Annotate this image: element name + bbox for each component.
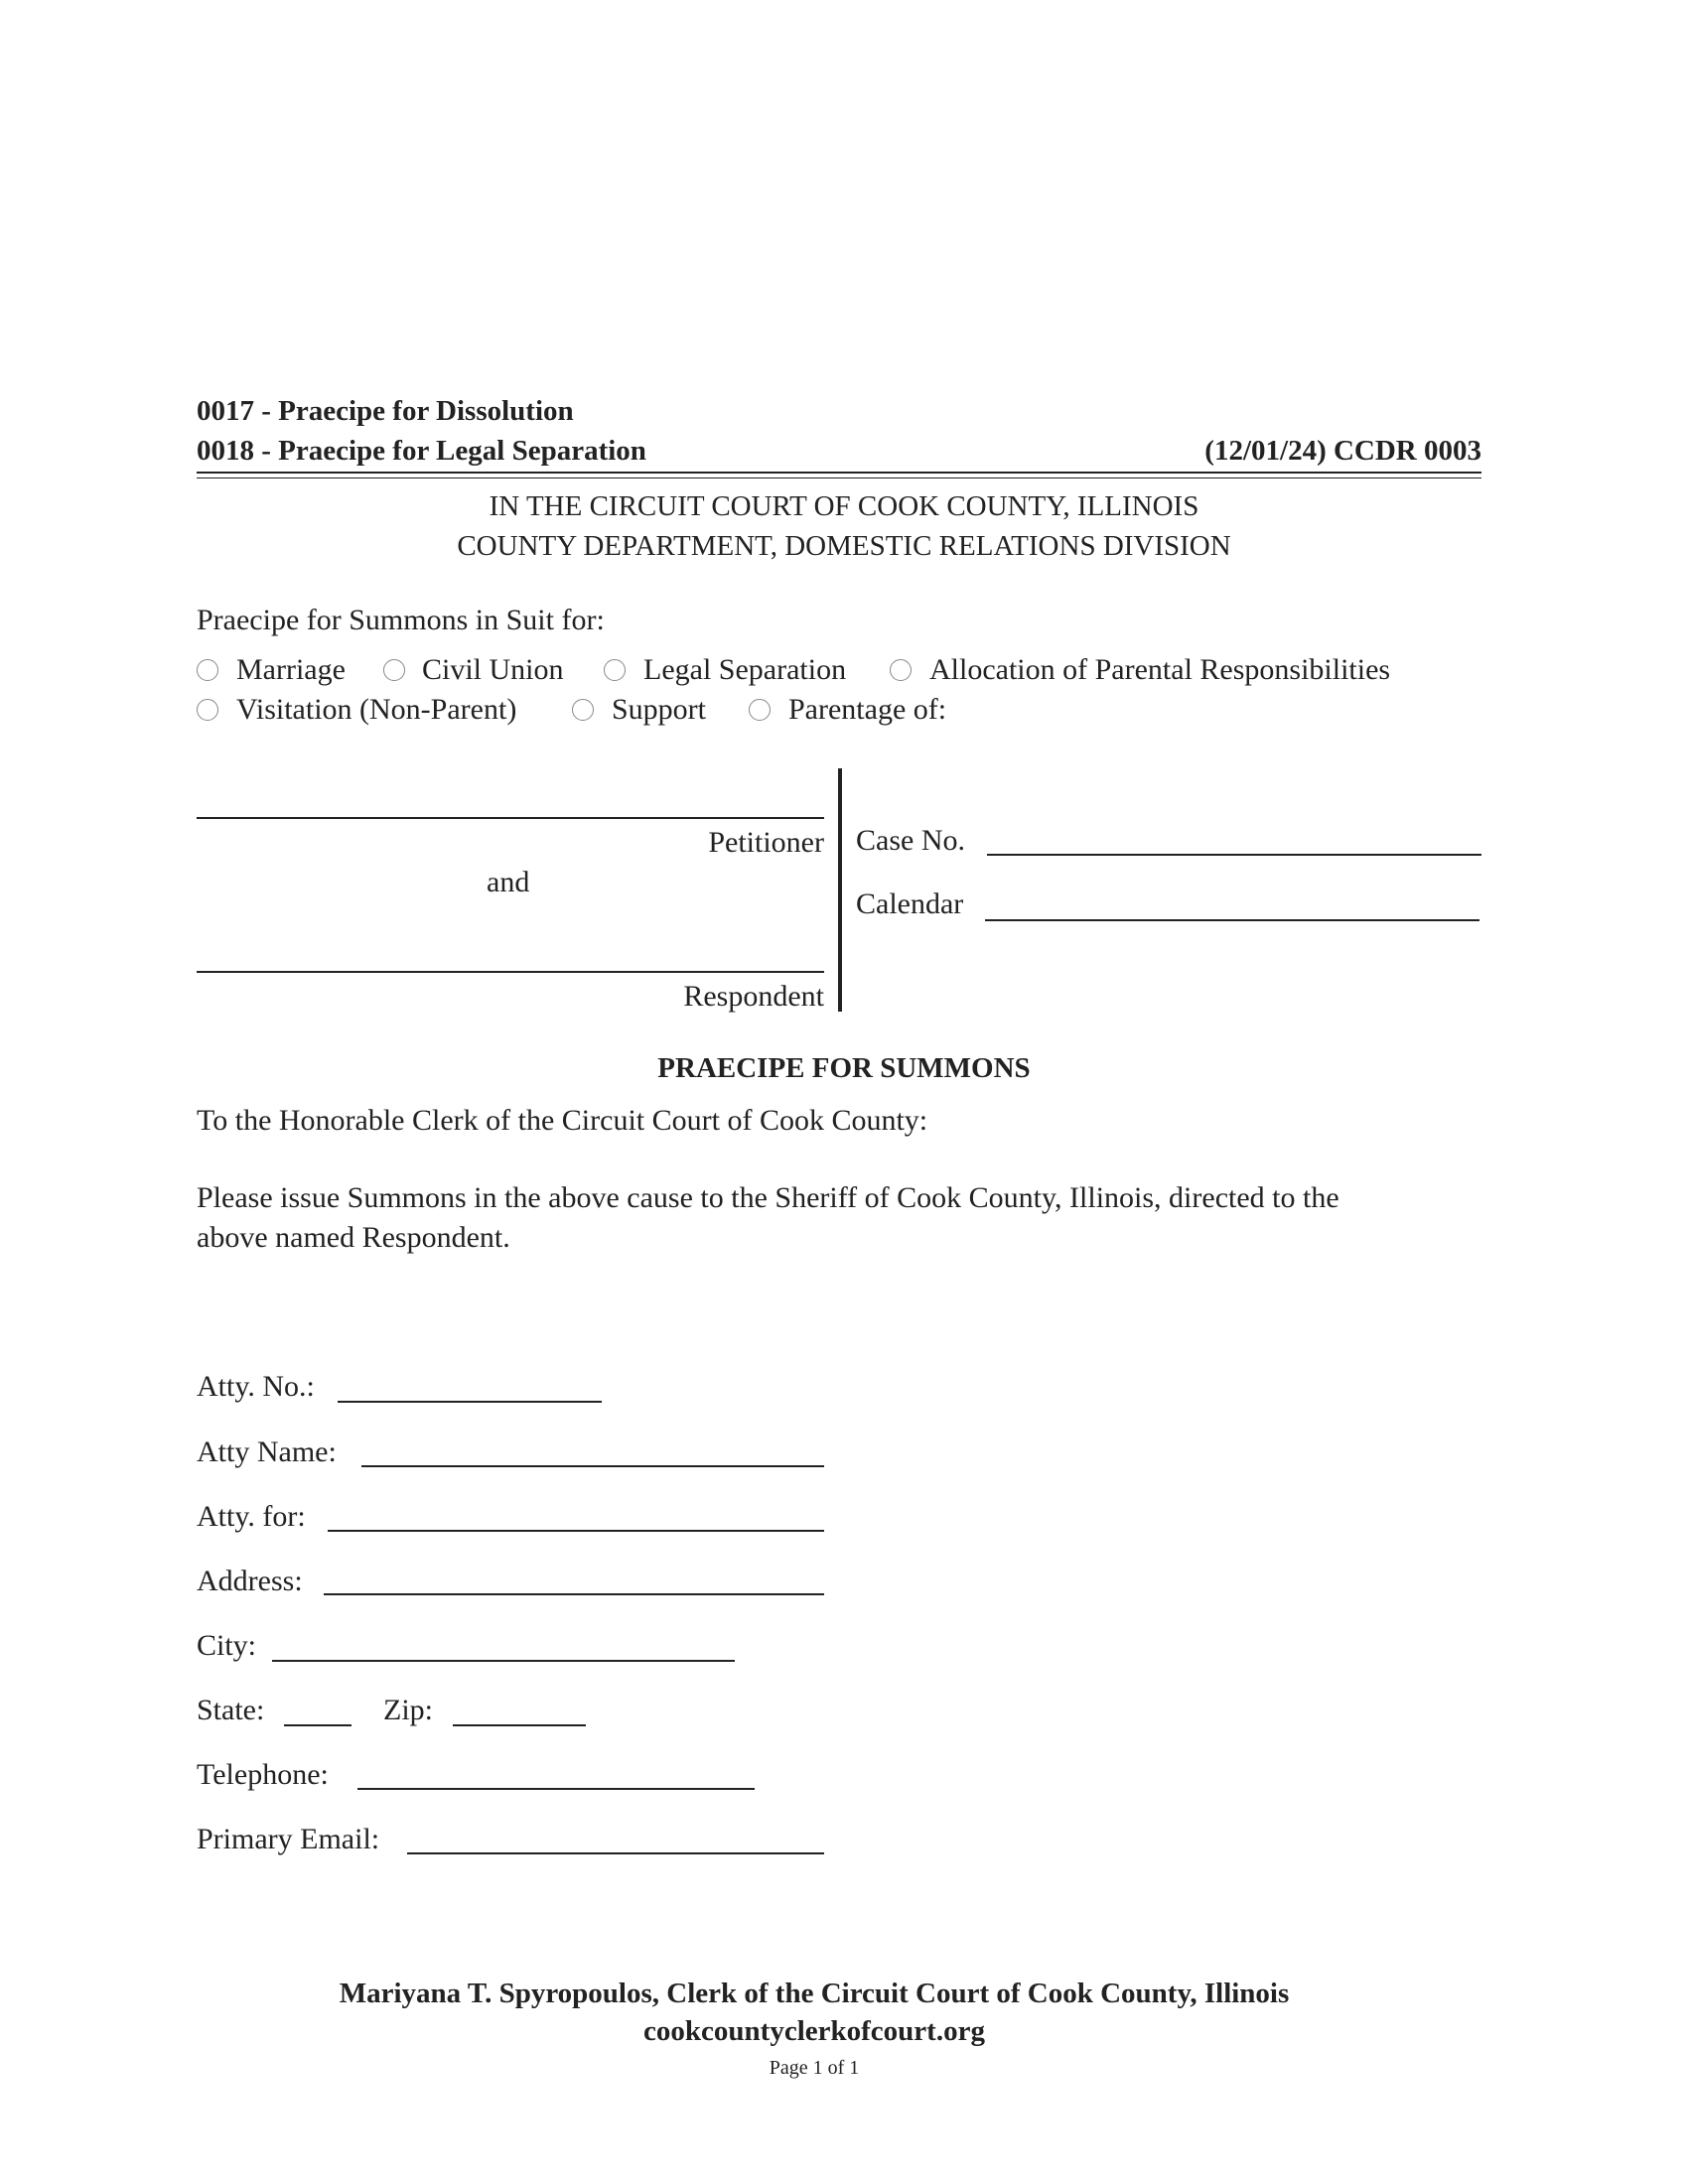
atty-name-field[interactable] [361, 1465, 824, 1467]
zip-label: Zip: [383, 1694, 433, 1726]
option-label-support: Support [612, 693, 707, 726]
respondent-name-line[interactable] [197, 971, 824, 973]
city-label: City: [197, 1629, 257, 1662]
form-title-dissolution: 0017 - Praecipe for Dissolution [197, 395, 574, 427]
email-label: Primary Email: [197, 1823, 380, 1855]
court-title-line1: IN THE CIRCUIT COURT OF COOK COUNTY, ILLINOIS [489, 490, 1199, 522]
zip-field[interactable] [453, 1724, 586, 1726]
option-label-parentage: Parentage of: [788, 693, 947, 726]
address-label: Address: [197, 1565, 303, 1597]
telephone-label: Telephone: [197, 1758, 329, 1791]
radio-visitation-non-parent[interactable] [197, 699, 218, 721]
radio-parentage[interactable] [749, 699, 771, 721]
form-code: (12/01/24) CCDR 0003 [1204, 435, 1481, 467]
request-paragraph-line2: above named Respondent. [197, 1221, 510, 1254]
radio-marriage[interactable] [197, 659, 218, 681]
suit-intro: Praecipe for Summons in Suit for: [197, 604, 605, 636]
and-label: and [487, 866, 530, 898]
petitioner-label: Petitioner [708, 826, 824, 859]
radio-legal-separation[interactable] [604, 659, 626, 681]
case-no-field[interactable] [987, 854, 1481, 856]
form-title-legal-separation: 0018 - Praecipe for Legal Separation [197, 435, 646, 467]
caption-divider [838, 768, 842, 1012]
respondent-label: Respondent [683, 980, 824, 1013]
option-label-visitation: Visitation (Non-Parent) [236, 693, 517, 726]
option-label-civil-union: Civil Union [422, 653, 564, 686]
email-field[interactable] [407, 1852, 824, 1854]
city-field[interactable] [272, 1660, 735, 1662]
petitioner-name-line[interactable] [197, 817, 824, 819]
telephone-field[interactable] [357, 1788, 755, 1790]
page-number: Page 1 of 1 [769, 2057, 860, 2079]
atty-for-label: Atty. for: [197, 1500, 306, 1533]
atty-name-label: Atty Name: [197, 1435, 337, 1468]
atty-no-label: Atty. No.: [197, 1370, 315, 1403]
state-field[interactable] [284, 1724, 352, 1726]
option-label-allocation: Allocation of Parental Responsibilities [929, 653, 1391, 686]
case-no-label: Case No. [856, 824, 965, 857]
header-rule-top [197, 472, 1481, 474]
salutation: To the Honorable Clerk of the Circuit Court of Cook County: [197, 1104, 928, 1137]
option-label-legal-separation: Legal Separation [643, 653, 847, 686]
atty-no-field[interactable] [338, 1401, 602, 1403]
radio-support[interactable] [572, 699, 594, 721]
request-paragraph-line1: Please issue Summons in the above cause to the Sheriff of Cook County, Illinois, directed to the [197, 1181, 1339, 1214]
footer-website[interactable]: cookcountyclerkofcourt.org [643, 2015, 985, 2047]
radio-allocation-parental-responsibilities[interactable] [890, 659, 912, 681]
address-field[interactable] [324, 1593, 824, 1595]
calendar-field[interactable] [985, 919, 1479, 921]
option-label-marriage: Marriage [236, 653, 346, 686]
radio-civil-union[interactable] [383, 659, 405, 681]
state-label: State: [197, 1694, 265, 1726]
court-title-line2: COUNTY DEPARTMENT, DOMESTIC RELATIONS DIVISION [457, 530, 1231, 562]
atty-for-field[interactable] [328, 1530, 824, 1532]
footer-clerk: Mariyana T. Spyropoulos, Clerk of the Circuit Court of Cook County, Illinois [339, 1978, 1290, 2009]
calendar-label: Calendar [856, 887, 964, 920]
praecipe-heading: PRAECIPE FOR SUMMONS [657, 1052, 1031, 1084]
